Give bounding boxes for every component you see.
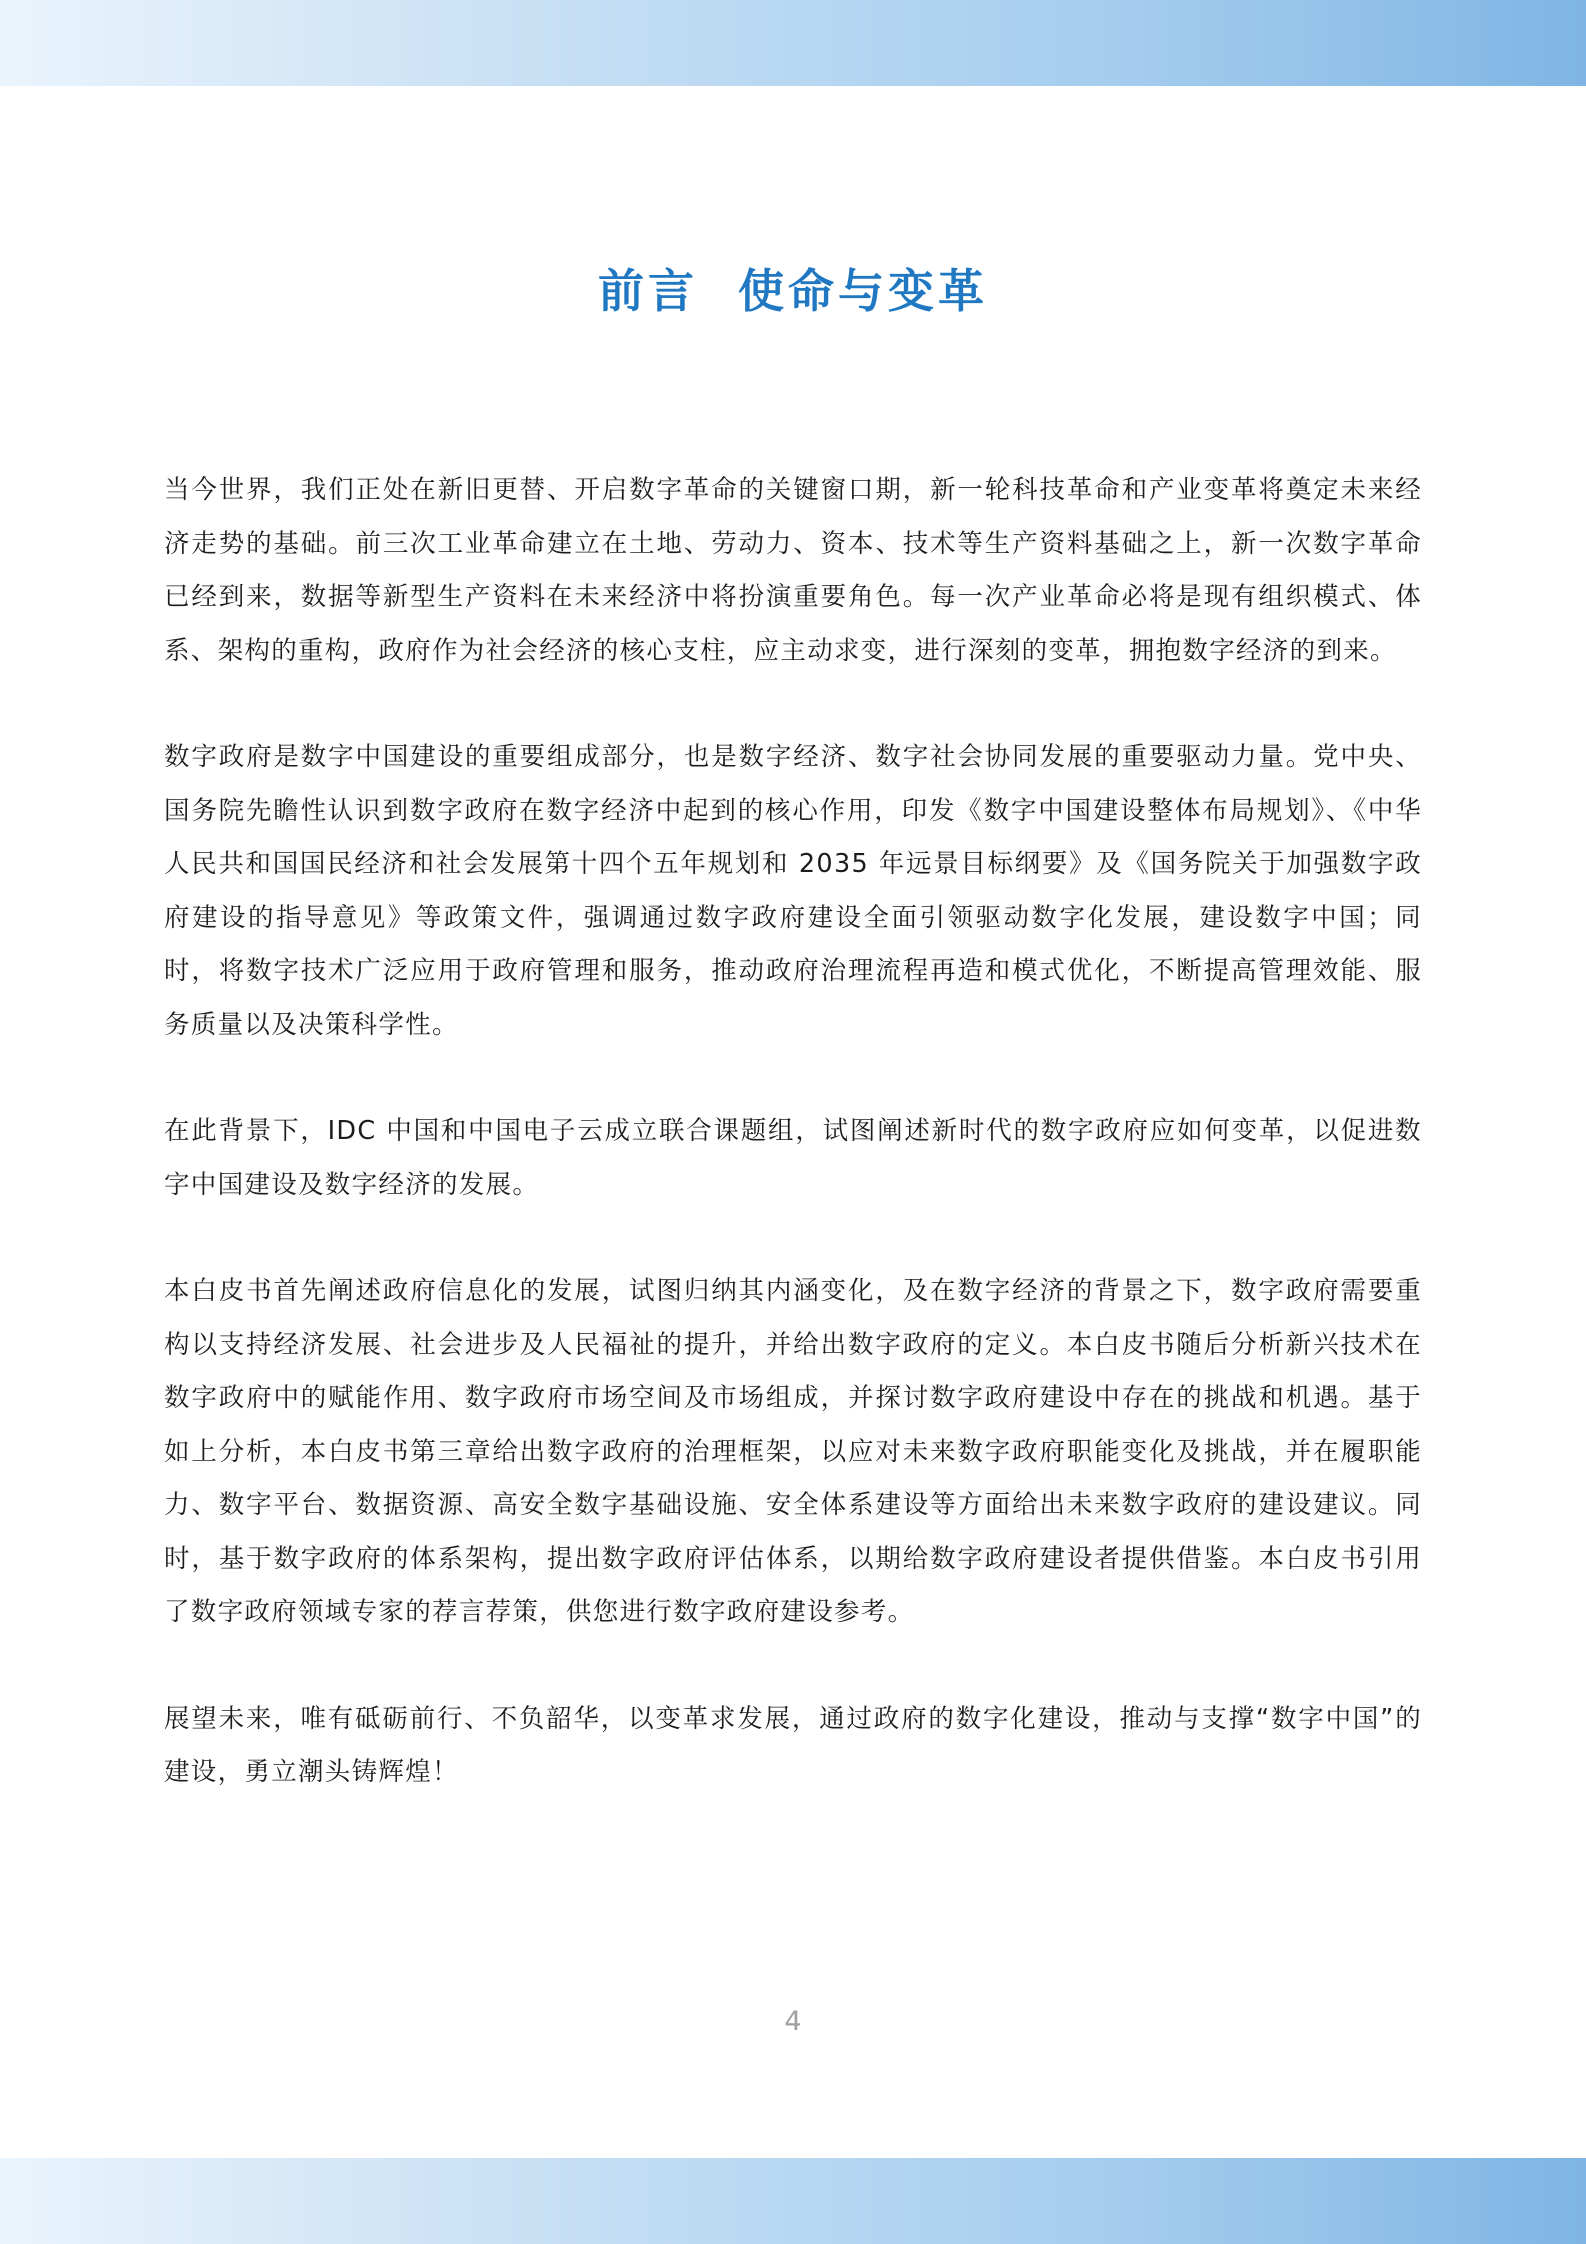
body-text [164, 464, 1422, 1853]
footer-band [0, 2158, 1586, 2244]
paragraph: 本白皮书首先阐述政府信息化的发展，试图归纳其内涵变化，及在数字经济的背景之下，数字政府需要重构以支持经济发展、社会进步及人民福祉的提升，并给出数字政府的定义。本白皮书随后分析新兴技术在数字政府中的赋能作用、数字政府市场空间及市场组成，并探讨数字政府建设中存在的挑战和机遇。基于如上分析，本白皮书第三章给出数字政府的治理框架，以应对未来数字政府职能变化及挑战，并在履职能力、数字平台、数据资源、高安全数字基础设施、安全体系建设等方面给出未来数字政府的建设建议。同时，基于数字政府的体系架构，提出数字政府评估体系，以期给数字政府建设者提供借鉴。本白皮书引用了数字政府领域专家的荐言荐策，供您进行数字政府建设参考。 [164, 1276, 1422, 1627]
paragraph: 当今世界，我们正处在新旧更替、开启数字革命的关键窗口期，新一轮科技革命和产业变革将奠定未来经济走势的基础。前三次工业革命建立在土地、劳动力、资本、技术等生产资料基础之上，新一次数字革命已经到来，数据等新型生产资料在未来经济中将扮演重要角色。每一次产业革命必将是现有组织模式、体系、架构的重构，政府作为社会经济的核心支柱，应主动求变，进行深刻的变革，拥抱数字经济的到来。 [164, 475, 1422, 666]
page-title: 前言 使命与变革 [597, 264, 989, 318]
paragraph: 数字政府是数字中国建设的重要组成部分，也是数字经济、数字社会协同发展的重要驱动力量。党中央、国务院先瞻性认识到数字政府在数字经济中起到的核心作用，印发《数字中国建设整体布局规划》、《中华人民共和国国民经济和社会发展第十四个五年规划和 2035 年远景目标纲要》及《国务院关于加强数字政府建设的指导意见》等政策文件，强调通过数字政府建设全面引领驱动数字化发展，建设数字中国；同时，将数字技术广泛应用于政府管理和服务，推动政府治理流程再造和模式优化，不断提高管理效能、服务质量以及决策科学性。 [164, 742, 1422, 1040]
paragraph: 在此背景下，IDC 中国和中国电子云成立联合课题组，试图阐述新时代的数字政府应如何变革，以促进数字中国建设及数字经济的发展。 [164, 1116, 1422, 1200]
header-band [0, 0, 1586, 86]
paragraph: 展望未来，唯有砥砺前行、不负韶华，以变革求发展，通过政府的数字化建设，推动与支撑“数字中国”的建设，勇立潮头铸辉煌！ [164, 1703, 1422, 1787]
page-number: 4 [784, 2006, 802, 2037]
